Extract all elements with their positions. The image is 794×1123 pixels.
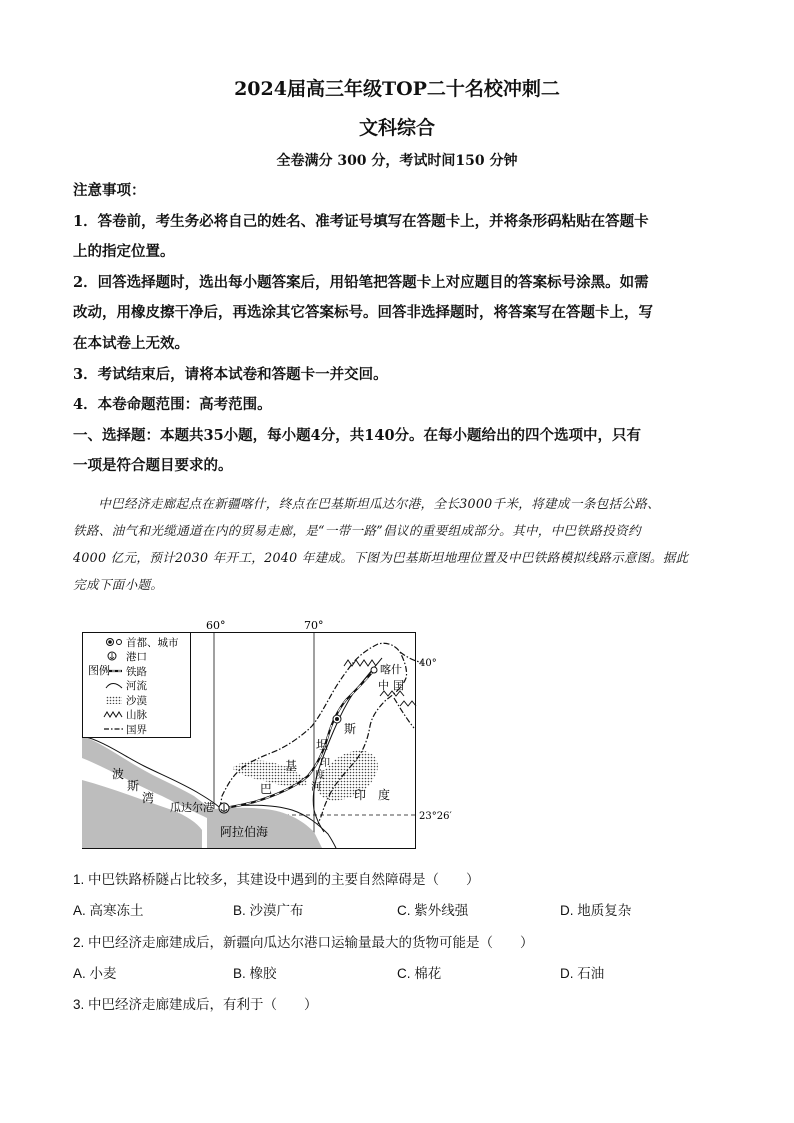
q1-option-c: C. 紫外线强	[397, 903, 469, 918]
legend-mountain: 山脉	[126, 709, 147, 721]
legend-desert: 沙漠	[126, 695, 147, 707]
legend-title: 图例	[88, 664, 110, 677]
label-pakistan-2: 斯	[344, 722, 357, 736]
kashi-city-marker	[371, 667, 377, 673]
lat-label-40: 40°	[419, 658, 437, 669]
label-indus-2: 度	[315, 770, 325, 781]
legend-railway: 铁路	[126, 666, 147, 678]
notes-block	[73, 176, 723, 482]
q1-option-a: A. 高寒冻土	[73, 903, 144, 918]
q2-option-a: A. 小麦	[73, 966, 117, 981]
q1-option-d: D. 地质复杂	[560, 903, 632, 918]
legend-port: 港口	[126, 651, 147, 663]
score-info: 全卷满分 300 分，考试时间150 分钟	[276, 153, 518, 169]
label-india: 印 度	[354, 788, 391, 802]
label-indus-1: 印	[320, 758, 330, 769]
section-heading: 一、选择题：本题共35小题，每小题4分，共140分。在每小题给出的四个选项中，只有	[73, 426, 642, 444]
lon-label-60: 60°	[206, 619, 226, 632]
label-persian-gulf-1: 波	[112, 767, 125, 781]
q2-option-c: C. 棉花	[397, 966, 442, 981]
legend-border: 国界	[126, 724, 147, 736]
passage-line: 完成下面小题。	[73, 577, 164, 592]
notes-heading: 注意事项：	[73, 182, 146, 199]
reading-passage	[73, 490, 723, 598]
section-heading: 一项是符合题目要求的。	[73, 457, 233, 475]
passage-line: 4000 亿元，预计2030 年开工，2040 年建成。下图为巴基斯坦地理位置及中巴铁路模拟线路示意图。据此	[73, 550, 689, 565]
q2-option-d: D. 石油	[560, 966, 605, 981]
legend-river: 河流	[126, 680, 147, 692]
question-3: 3. 中巴经济走廊建成后，有利于（ ）	[73, 997, 318, 1012]
notes-line: 上的指定位置。	[73, 243, 175, 261]
label-arabian-sea: 阿拉伯海	[220, 825, 269, 839]
label-china: 中国	[378, 679, 408, 692]
label-pakistan-4: 巴	[260, 782, 273, 796]
map-legend	[83, 633, 191, 738]
exam-title: 2024届高三年级TOP二十名校冲刺二	[234, 78, 560, 100]
passage-line: 中巴经济走廊起点在新疆喀什，终点在巴基斯坦瓜达尔港，全长3000千米，将建成一条包括公路、	[98, 496, 661, 511]
question-1: 1. 中巴铁路桥隧占比较多，其建设中遇到的主要自然障碍是（ ）	[73, 872, 480, 887]
notes-line: 在本试卷上无效。	[73, 334, 189, 352]
question-2: 2. 中巴经济走廊建成后，新疆向瓜达尔港口运输量最大的货物可能是（ ）	[73, 935, 534, 950]
label-persian-gulf-3: 湾	[142, 791, 155, 805]
notes-line: 2．回答选择题时，选出每小题答案后，用铅笔把答题卡上对应题目的答案标号涂黑。如需	[73, 273, 649, 291]
notes-line: 3．考试结束后，请将本试卷和答题卡一并交回。	[73, 365, 388, 383]
lat-label-tropic: 23°26′	[419, 811, 452, 822]
label-kashi: 喀什	[380, 663, 402, 676]
legend-city: 首都、城市	[126, 637, 179, 649]
label-indus-3: 河	[311, 782, 321, 793]
lon-label-70: 70°	[304, 619, 324, 632]
pakistan-map	[82, 618, 452, 856]
q2-option-b: B. 橡胶	[233, 966, 277, 981]
notes-line: 1．答卷前，考生务必将自己的姓名、准考证号填写在答题卡上，并将条形码粘贴在答题卡	[73, 212, 649, 230]
label-pakistan-1: 坦	[316, 738, 329, 752]
notes-line: 改动，用橡皮擦干净后，再选涂其它答案标号。回答非选择题时，将答案写在答题卡上，写	[73, 304, 653, 322]
passage-line: 铁路、油气和光缆通道在内的贸易走廊，是“一带一路”倡议的重要组成部分。其中，中巴铁路投资约	[73, 523, 641, 538]
label-pakistan-3: 基	[285, 759, 298, 773]
exam-subject: 文科综合	[358, 117, 435, 139]
q1-option-b: B. 沙漠广布	[233, 903, 304, 918]
label-gwadar: 瓜达尔港	[170, 801, 214, 814]
label-persian-gulf-2: 斯	[127, 779, 140, 793]
notes-line: 4．本卷命题范围：高考范围。	[73, 396, 272, 414]
